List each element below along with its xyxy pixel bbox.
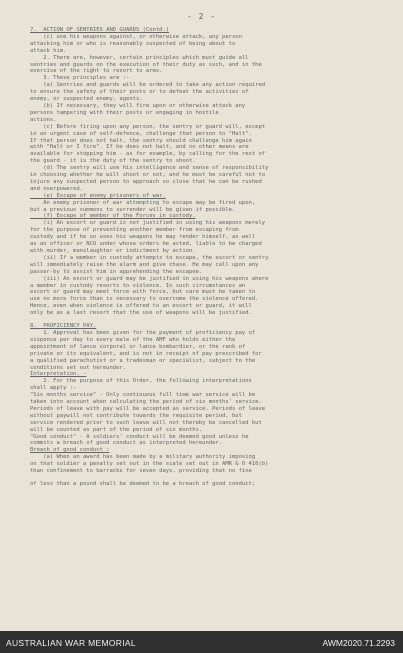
section-heading: (e) Escape of enemy prisoners of war. <box>30 192 166 199</box>
text-line: Hence, even when violence is offered to an escort or guard, it will <box>30 303 252 310</box>
text-line: for the purpose of preventing another member from escaping from <box>30 227 239 234</box>
text-line: commits a breach of good conduct as interpreted hereunder. <box>30 440 223 447</box>
text-line: on that soldier a penalty set out in the scale set out in AMR & O 416(b) <box>30 461 269 468</box>
text-line: (c) Before firing upon any person, the sentry or guard will, except <box>30 123 266 130</box>
text-line: of less than a pound shall be deemed to be a breach of good conduct; <box>30 481 256 487</box>
text-line: in an urgent case of self-defence, challenge that person to "Halt". <box>30 130 252 137</box>
text-line: attack him. <box>30 47 67 54</box>
text-line: conditions set out hereunder. <box>30 364 127 371</box>
text-line: and overpowered. <box>30 185 83 192</box>
text-line: (iii) An escort or guard may be justified in using his weapons where <box>30 275 269 282</box>
text-line: escort or guard may meet force with force, but care must be taken to <box>30 289 256 296</box>
section-heading: 7. ACTION OF SENTRIES AND GUARDS (Contd.) <box>30 27 170 33</box>
text-line: If that person does not halt, the sentry should challenge him again <box>30 137 252 144</box>
text-line: (a) Sentries and guards will be ordered to take any action required <box>30 82 266 89</box>
text-line: with "Halt or I fire". If he does not halt, and no other means are <box>30 144 249 151</box>
text-line: persons tampering with their posts or engaging in hostile <box>30 109 219 116</box>
text-line: Periods of leave with pay will be accepted as service. Periods of leave <box>30 405 266 412</box>
text-line: (i) An escort or guard is not justified in using his weapons merely <box>30 220 266 227</box>
text-line: without paywill not contribute towards the requisite period, but <box>30 412 242 419</box>
section-heading: Interpretation. - <box>30 371 87 378</box>
text-line: shall apply :- <box>30 385 77 392</box>
text-line: (c) use his weapons against, or otherwise attack, any person <box>30 33 242 40</box>
text-line: 2. For the purpose of this Order, the following interpretations <box>30 378 252 385</box>
text-line: injure any suspected person to approach so close that he can be rushed <box>30 178 262 185</box>
text-line: (b) If necessary, they will fire upon or otherwise attack any <box>30 102 246 109</box>
text-line: only be as a last resort that the use of weapons will be justified. <box>30 310 252 317</box>
text-line: enemy, or suspected enemy, agents. <box>30 96 143 103</box>
text-line: will immediately raise the alarm and give chase. He may call upon any <box>30 261 259 268</box>
text-line: but a previous summons to surrender will be given if possible. <box>30 206 236 213</box>
text-line: 1. Approval has been given for the payment of proficiency pay of <box>30 329 256 336</box>
text-line: as an officer or NCO under whose orders he acted, liable to be charged <box>30 241 262 248</box>
text-line: "Six months service" - Only continuous full time war service will be <box>30 392 256 399</box>
section-heading: (f) Escape of member of the Forces in custody. <box>30 213 196 220</box>
text-line: than confinement to barracks for seven days, providing that no fine <box>30 468 252 475</box>
text-line: (ii) If a member in custody attempts to escape, the escort or sentry <box>30 254 269 261</box>
text-line: "Good conduct" - A soldiers' conduct will be deemed good unless he <box>30 433 249 440</box>
text-line: (d) The sentry will use his intelligence and sense of responsibility <box>30 165 269 172</box>
text-line: sixpence per day to every male of the AMF who holds either the <box>30 336 236 343</box>
text-line: service rendered prior to such leave will not thereby be cancelled but <box>30 419 262 426</box>
text-line: a qualified parachutist or a tradesman or specialist, subject to the <box>30 357 256 364</box>
text-line: to ensure the safety of their posts or to defeat the activities of <box>30 89 249 96</box>
text-line: custody and if he so uses his weapons he may render himself, as well <box>30 234 256 241</box>
archive-footer <box>0 631 403 653</box>
document-body <box>30 27 385 488</box>
text-line: passer-by to assist him in apprehending the escapee. <box>30 268 203 275</box>
footer-institution: AUSTRALIAN WAR MEMORIAL <box>6 638 136 648</box>
text-line: sentries and guards on the execution of their duty as such, and in the <box>30 61 262 68</box>
text-line: available for stopping him - as for example, by calling for the rest of <box>30 151 266 158</box>
text-line: will be counted as part of the period of six months. <box>30 426 203 433</box>
text-line: taken into account when calculating the period of six months' service. <box>30 399 262 406</box>
text-line: with murder, manslaughter or indictment by action. <box>30 248 196 254</box>
text-line: 3. These principles are :- <box>30 75 130 82</box>
text-line: 2. There are, however, certain principles which must guide all <box>30 54 249 61</box>
text-line: actions. <box>30 116 57 123</box>
text-line: private or its equivalent, and is not in receipt of pay prescribed for <box>30 350 262 357</box>
text-line: attacking him or who is reasonably suspected of being about to <box>30 40 236 47</box>
text-line: a member in custody resorts to violence. In such circumstances an <box>30 282 246 289</box>
footer-accession-number: AWM2020.71.2293 <box>322 638 395 648</box>
section-heading: 8. PROFICIENCY PAY. <box>30 323 97 330</box>
text-line: use no more force than is necessary to overcome the violence offered. <box>30 296 259 303</box>
text-line: in choosing whether he will shoot or not, and he must be careful not to <box>30 172 266 179</box>
page-number: - 2 - <box>186 12 217 21</box>
text-line: (a) When an award has been made by a military authority imposing <box>30 454 256 461</box>
text-line: appointment of lance corporal or lance bombardier, or the rank of <box>30 343 246 350</box>
text-line: the guard - it is the duty of the sentry to shoot. <box>30 158 196 165</box>
text-line: An enemy prisoner of war attempting to escape may be fired upon, <box>30 199 256 206</box>
section-heading: Breach of good conduct : <box>30 447 110 454</box>
text-line: exercise of the right to resort to arms. <box>30 68 163 75</box>
